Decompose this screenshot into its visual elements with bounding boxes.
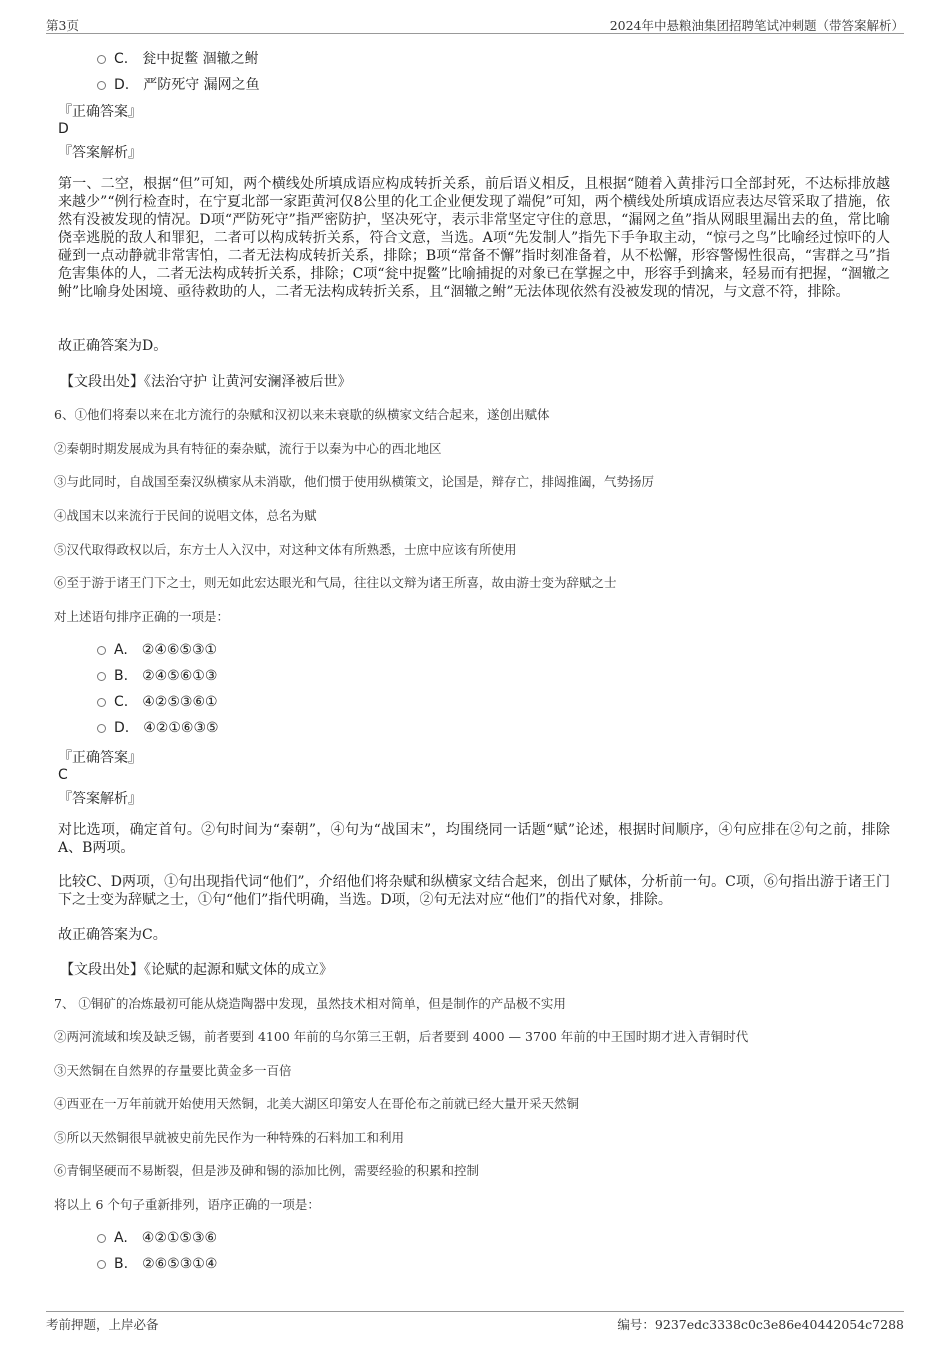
q6-source: 【文段出处】《论赋的起源和赋文体的成立》 (60, 962, 333, 978)
q6-analysis-label: 『答案解析』 (58, 791, 142, 807)
q7-option-b[interactable]: B. ②⑥⑤③①④ (97, 1256, 217, 1276)
q6-sentence: ④战国末以来流行于民间的说唱文体，总名为赋 (54, 508, 317, 523)
q5-conclusion: 故正确答案为D。 (58, 338, 168, 354)
q6-option-c[interactable]: C. ④②⑤③⑥① (97, 694, 218, 714)
q6-option-a[interactable]: A. ②④⑥⑤③① (97, 642, 217, 662)
document-title: 2024年中悬粮油集团招聘笔试冲刺题（带答案解析） (609, 18, 904, 33)
page-footer (46, 1311, 904, 1331)
q5-answer: D (58, 121, 69, 137)
q6-sentence: ③与此同时，自战国至秦汉纵横家从未消歇，他们惯于使用纵横策文，论国是，辩存亡，排闼推阖，气势扬厉 (54, 474, 655, 489)
radio-icon[interactable] (97, 698, 106, 707)
page-header (46, 16, 904, 34)
q6-sentence: ⑤汉代取得政权以后，东方士人入汉中，对这种文体有所熟悉，士庶中应该有所使用 (54, 542, 517, 557)
q7-sentence: ③天然铜在自然界的存量要比黄金多一百倍 (54, 1063, 292, 1078)
q6-sentence: 6、①他们将秦以来在北方流行的杂赋和汉初以来未衰歇的纵横家文结合起来，遂创出赋体 (54, 407, 550, 422)
q6-sentence: ②秦朝时期发展成为具有特征的秦杂赋，流行于以秦为中心的西北地区 (54, 441, 442, 456)
q6-answer: C (58, 767, 68, 783)
radio-icon[interactable] (97, 1234, 106, 1243)
q7-sentence: 7、 ①铜矿的冶炼最初可能从烧造陶器中发现，虽然技术相对简单，但是制作的产品极不实用 (54, 996, 566, 1011)
q7-option-a[interactable]: A. ④②①⑤③⑥ (97, 1230, 217, 1250)
radio-icon[interactable] (97, 646, 106, 655)
q6-sentence: ⑥至于游于诸王门下之士，则无如此宏达眼光和气局，往往以文辩为诸王所喜，故由游士变为辞赋之士 (54, 575, 617, 590)
q5-answer-label: 『正确答案』 (58, 104, 142, 120)
radio-icon[interactable] (97, 81, 106, 90)
q5-analysis-label: 『答案解析』 (58, 145, 142, 161)
radio-icon[interactable] (97, 55, 106, 64)
radio-icon[interactable] (97, 1260, 106, 1269)
q6-option-d[interactable]: D. ④②①⑥③⑤ (97, 720, 219, 740)
q7-sentence: ⑤所以天然铜很早就被史前先民作为一种特殊的石料加工和利用 (54, 1130, 405, 1145)
q5-option-c[interactable]: C. 瓮中捉鳖 涸辙之鲋 (97, 48, 259, 68)
q5-analysis-paragraph: 第一、二空，根据“但”可知，两个横线处所填成语应构成转折关系，前后语义相反，且根据“随着入黄排污口全部封死，不达标排放越来越少”“例行检查时，在宁夏北部一家距黄河仅8公里的化工企业便发现了端倪”可知，两个横线处所填成语应表达尽管采取了措施，依然有没被发现的情况。D项“严防死守”指严密防护，坚决死守，表示非常坚定守住的意思，“漏网之鱼”指从网眼里漏出去的鱼，常比喻侥幸逃脱的敌人和罪犯，二者可以构成转折关系，符合文意，当选。A项“先发制人”指先下手争取主动，“惊弓之鸟”比喻经过惊吓的人碰到一点动静就非常害怕，二者无法构成转折关系，排除；B项“常备不懈”指时刻准备着，从不松懈，形容警惕性很高，“害群之马”指危害集体的人，二者无法构成转折关系，排除；C项“瓮中捉鳖”比喻捕捉的对象已在掌握之中，形容手到擒来，轻易而有把握，“涸辙之鲋”比喻身处困境、亟待救助的人，二者无法构成转折关系，且“涸辙之鲋”无法体现依然有没被发现的情况，与文意不符，排除。 (58, 176, 890, 300)
q6-option-b[interactable]: B. ②④⑤⑥①③ (97, 668, 217, 688)
q6-conclusion: 故正确答案为C。 (58, 927, 167, 943)
document-code: 编号：9237edc3338c0c3e86e40442054c7288 (617, 1317, 904, 1332)
q7-prompt: 将以上 6 个句子重新排列，语序正确的一项是： (54, 1197, 320, 1212)
q7-sentence: ④西亚在一万年前就开始使用天然铜，北美大湖区印第安人在哥伦布之前就已经大量开采天然铜 (54, 1096, 580, 1111)
q7-sentence: ②两河流域和埃及缺乏锡，前者要到 4100 年前的乌尔第三王朝，后者要到 4000 — 3700 年前的中王国时期才进入青铜时代 (54, 1029, 749, 1044)
q6-prompt: 对上述语句排序正确的一项是： (54, 609, 230, 624)
q5-source: 【文段出处】《法治守护 让黄河安澜泽被后世》 (60, 374, 352, 390)
q6-answer-label: 『正确答案』 (58, 750, 142, 766)
footer-slogan: 考前押题，上岸必备 (46, 1317, 159, 1332)
q7-sentence: ⑥青铜坚硬而不易断裂，但是涉及砷和锡的添加比例，需要经验的积累和控制 (54, 1163, 480, 1178)
q6-analysis-paragraph: 比较C、D两项，①句出现指代词“他们”，介绍他们将杂赋和纵横家文结合起来，创出了赋体，分析前一句。C项，⑥句指出游于诸王门下之士变为辞赋之士，①句“他们”指代明确，当选。D项，②句无法对应“他们”的指代对象，排除。 (58, 874, 890, 908)
radio-icon[interactable] (97, 672, 106, 681)
q6-analysis-paragraph: 对比选项，确定首句。②句时间为“秦朝”，④句为“战国末”，均围绕同一话题“赋”论述，根据时间顺序，④句应排在②句之前，排除A、B两项。 (58, 822, 890, 856)
radio-icon[interactable] (97, 724, 106, 733)
q5-option-d[interactable]: D. 严防死守 漏网之鱼 (97, 74, 260, 94)
page-number: 第3页 (46, 18, 79, 33)
